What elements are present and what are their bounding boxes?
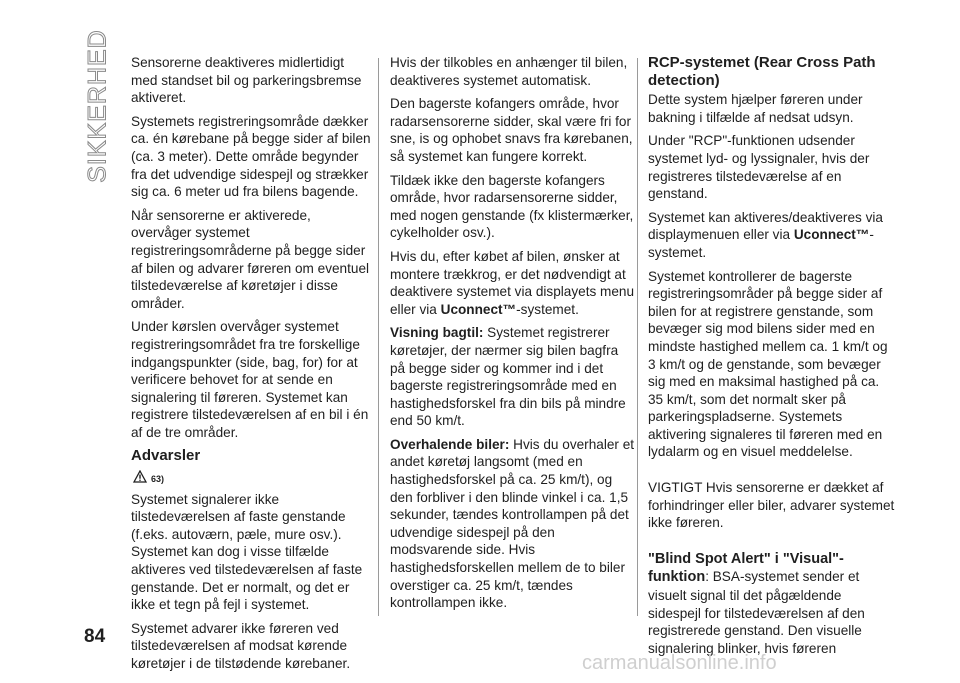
paragraph: Overhalende biler: Hvis du overhaler et andet køretøj langsomt (med en hastighedsforskel på ca. 25 km/t), og den forbliver i den blinde vinkel i ca. 1,5 sekunder, tændes kontrollampen på det udvendige sidespejl på den modsvarende side. Hvis hastighedsforskellen mellem de to biler overstiger ca. 25 km/t, tændes kontrollampen ikke. bbox=[390, 436, 635, 611]
section-title: SIKKERHED bbox=[83, 29, 112, 183]
paragraph: Systemet kontrollerer de bagerste registreringsområder på begge sider af bilen for at registrere genstande, som bevæger sig mod bilens sider med en mindste hastighed mellem ca. 1 km/t og 3 km/t og de genstande, som bevæger sig med en maksimal hastighed på ca. 35 km/t, som det normalt sker på parkeringspladserne. Systemets aktivering signaleres til føreren med en lydalarm og en visuel meddelelse. bbox=[648, 268, 888, 460]
column-3 bbox=[648, 54, 896, 663]
paragraph: Tildæk ikke den bagerste kofangers område, hvor radarsensorerne sidder, med nogen genstande (fx klistermærker, cykelholder osv.). bbox=[390, 172, 634, 241]
column-2 bbox=[390, 54, 635, 618]
paragraph: Hvis der tilkobles en anhænger til bilen, deaktiveres systemet automatisk. bbox=[390, 55, 628, 88]
paragraph: Under kørslen overvåger systemet registreringsområdet fra tre forskellige indgangspunkter (side, bag, for) for at verificere behovet for at sende en signalering til føreren. Systemet kan registrere tilstedeværelsen af en bil i én af de tre områder. bbox=[131, 319, 369, 440]
rcp-heading: RCP-systemet (Rear Cross Path detection) bbox=[648, 54, 876, 89]
paragraph: Visning bagtil: Systemet registrerer køretøjer, der nærmer sig bilen bagfra på begge sider og kommer ind i det bagerste registreringsområde med en hastighedsforskel fra din bils på mindre end 50 km/t. bbox=[390, 325, 626, 429]
warning-ref-number: 63) bbox=[151, 474, 165, 485]
paragraph: "Blind Spot Alert" i "Visual"-funktion: BSA-systemet sender et visuelt signal til det pågældende sidespejl for tilstedeværelsen af den registrerede genstand. Den visuelle signalering blinker, hvis føreren bbox=[648, 550, 865, 656]
paragraph: Når sensorerne er aktiverede, overvåger systemet registreringsområderne på begge sider af bilen og advarer føreren om eventuel tilstedeværelse af køretøjer i disse områder. bbox=[131, 207, 370, 311]
paragraph: Sensorerne deaktiveres midlertidigt med standset bil og parkeringsbremse aktiveret. bbox=[131, 55, 362, 106]
term-heading: "Blind Spot Alert" i "Visual"-funktion bbox=[648, 550, 844, 586]
paragraph: Hvis du, efter købet af bilen, ønsker at montere trækkrog, er det nødvendigt at deaktivere systemet via displayets menu eller via Uconnect™-systemet. bbox=[390, 248, 635, 317]
term-heading: Overhalende biler: bbox=[390, 436, 510, 452]
column-divider bbox=[637, 58, 638, 616]
warnings-heading: Advarsler bbox=[131, 447, 201, 465]
paragraph: VIGTIGT Hvis sensorerne er dækket af forhindringer eller biler, advarer systemet ikke føreren. bbox=[648, 480, 895, 531]
paragraph: Den bagerste kofangers område, hvor radarsensorerne sidder, skal være fri for sne, is og ophobet snavs fra kørebanen, så systemet kan fungere korrekt. bbox=[390, 96, 633, 164]
paragraph: Dette system hjælper føreren under bakning i tilfælde af nedsat udsyn. bbox=[648, 92, 863, 125]
page-number: 84 bbox=[84, 626, 106, 647]
paragraph: Systemet signalerer ikke tilstedeværelsen af faste genstande (f.eks. autoværn, pæle, mure osv.). Systemet kan dog i visse tilfælde aktiveres ved tilstedeværelsen af faste genstande. Det er normalt, og det er ikke et tegn på fejl i systemet. bbox=[131, 491, 363, 613]
paragraph: Systemets registreringsområde dækker ca. én kørebane på begge sider af bilen (ca. 3 meter). Dette område begynder fra det udvendige sidespejl og strækker sig ca. 6 meter ud fra bilens bagende. bbox=[131, 113, 371, 200]
column-divider bbox=[378, 58, 379, 616]
watermark: carmanualsonline.info bbox=[582, 652, 777, 674]
warning-triangle-icon bbox=[133, 470, 147, 483]
paragraph: Systemet advarer ikke føreren ved tilstedeværelsen af modsat kørende køretøjer i de tilstødende kørebaner. bbox=[131, 620, 351, 671]
paragraph: Systemet kan aktiveres/deaktiveres via displaymenuen eller via Uconnect™-systemet. bbox=[648, 209, 883, 260]
column-1 bbox=[131, 54, 374, 679]
uconnect-term: Uconnect™ bbox=[440, 301, 517, 317]
uconnect-term: Uconnect™ bbox=[793, 227, 870, 243]
term-heading: Visning bagtil: bbox=[390, 325, 484, 341]
warning-reference bbox=[133, 465, 374, 489]
paragraph: Under "RCP"-funktionen udsender systemet lyd- og lyssignaler, hvis der registreres tilstedeværelse af en genstand. bbox=[648, 133, 870, 202]
